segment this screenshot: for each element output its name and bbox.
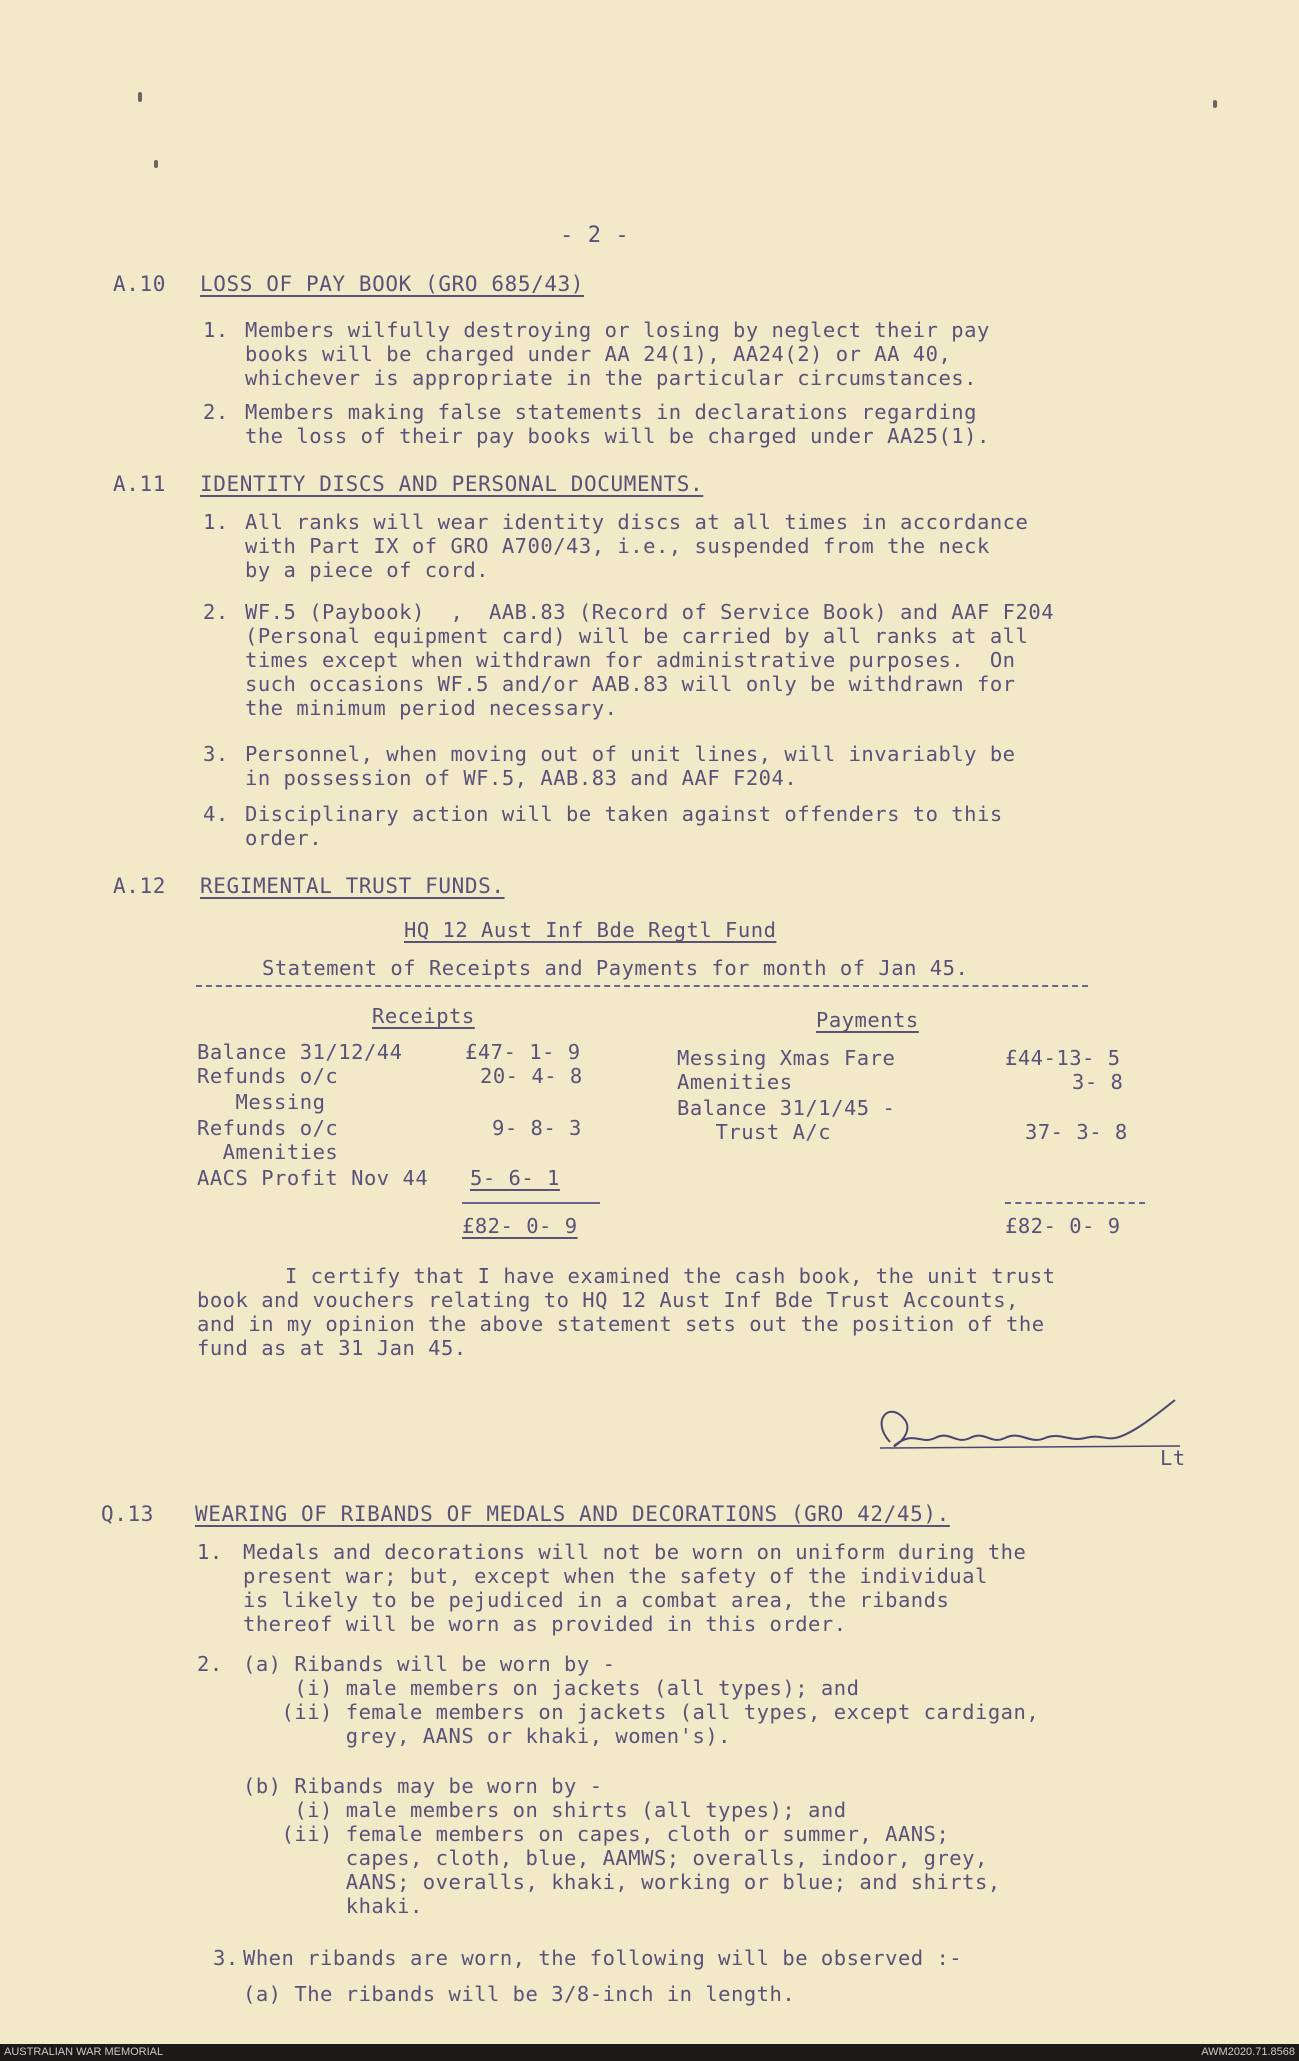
payment-label: Amenities (677, 1070, 793, 1094)
text-line: WF.5 (Paybook) , AAB.83 (Record of Service Book) and AAF F204 (245, 600, 1055, 624)
payment-amount: 3- 8 (1072, 1070, 1124, 1094)
item-number: 3. (203, 742, 229, 766)
pin-hole (154, 160, 158, 168)
payment-label: Messing Xmas Fare (677, 1046, 896, 1070)
text-line: (ii) female members on capes, cloth or summer, AANS; (243, 1822, 950, 1846)
section-heading: WEARING OF RIBANDS OF MEDALS AND DECORATIONS (GRO 42/45). (195, 1502, 950, 1526)
paragraph (245, 742, 1016, 790)
section-code: Q.13 (101, 1502, 154, 1526)
text-line: is likely to be pejudiced in a combat area, the ribands (243, 1588, 950, 1612)
text-line: the minimum period necessary. (245, 696, 618, 720)
item-number: 2. (203, 400, 229, 424)
text-line: Members wilfully destroying or losing by neglect their pay (245, 318, 990, 342)
section-heading: LOSS OF PAY BOOK (GRO 685/43) (200, 272, 585, 296)
text-line: khaki. (243, 1894, 423, 1918)
section-code: A.11 (113, 472, 166, 496)
paragraph (245, 400, 990, 448)
text-line: present war; but, except when the safety of the individual (243, 1564, 988, 1588)
text-line: Medals and decorations will not be worn on uniform during the (243, 1540, 1027, 1564)
text-line: the loss of their pay books will be charged under AA25(1). (245, 424, 990, 448)
section-heading: IDENTITY DISCS AND PERSONAL DOCUMENTS. (200, 472, 704, 496)
text-line: Personnel, when moving out of unit lines, will invariably be (245, 742, 1016, 766)
paragraph (243, 1540, 1026, 1636)
total-rule (462, 1202, 600, 1204)
text-line: such occasions WF.5 and/or AAB.83 will only be withdrawn for (245, 672, 1016, 696)
paragraph (245, 318, 990, 390)
fund-title: HQ 12 Aust Inf Bde Regtl Fund (404, 918, 777, 942)
footer-left: AUSTRALIAN WAR MEMORIAL (4, 2046, 164, 2058)
signature-rank: Lt (1160, 1446, 1186, 1470)
receipt-amount: 9- 8- 3 (492, 1116, 582, 1140)
payments-total: £82- 0- 9 (1005, 1214, 1121, 1238)
text-line: I certify that I have examined the cash book, the unit trust (285, 1264, 1056, 1288)
text-line: with Part IX of GRO A700/43, i.e., suspended from the neck (245, 534, 990, 558)
text-line: by a piece of cord. (245, 558, 489, 582)
text-line: in possession of WF.5, AAB.83 and AAF F204. (245, 766, 798, 790)
text-line: thereof will be worn as provided in this order. (243, 1612, 847, 1636)
paragraph: (a) The ribands will be 3/8-inch in length. (243, 1982, 796, 2006)
payment-amount: 37- 3- 8 (1025, 1120, 1128, 1144)
receipt-label: Balance 31/12/44 (197, 1040, 403, 1064)
total-rule (1005, 1202, 1145, 1204)
paragraph (243, 1774, 1001, 1918)
fund-subtitle: Statement of Receipts and Payments for month of Jan 45. (262, 956, 969, 980)
text-line: AANS; overalls, khaki, working or blue; and shirts, (243, 1870, 1001, 1894)
section-heading: REGIMENTAL TRUST FUNDS. (200, 874, 505, 898)
text-line: Members making false statements in declarations regarding (245, 400, 977, 424)
receipt-amount: 5- 6- 1 (470, 1166, 560, 1190)
section-code: A.12 (113, 874, 166, 898)
pin-hole (138, 92, 142, 102)
paragraph: When ribands are worn, the following will be observed :- (243, 1946, 963, 1970)
item-number: 1. (197, 1540, 223, 1564)
item-number: 2. (197, 1652, 223, 1676)
receipts-header: Receipts (372, 1004, 475, 1028)
payment-amount: £44-13- 5 (1005, 1046, 1121, 1070)
text-line: Disciplinary action will be taken against offenders to this (245, 802, 1003, 826)
text-line: (Personal equipment card) will be carried by all ranks at all (245, 624, 1029, 648)
receipt-label: Amenities (197, 1140, 339, 1164)
text-line: fund as at 31 Jan 45. (197, 1336, 467, 1360)
divider (196, 985, 1088, 987)
text-line: All ranks will wear identity discs at all times in accordance (245, 510, 1029, 534)
text-line: times except when withdrawn for administrative purposes. On (245, 648, 1016, 672)
item-number: 3. (213, 1946, 239, 1970)
receipt-label: Refunds o/c (197, 1116, 339, 1140)
text-line: order. (245, 826, 323, 850)
item-number: 1. (203, 510, 229, 534)
pin-hole (1213, 100, 1217, 108)
signature (860, 1390, 1200, 1470)
item-number: 1. (203, 318, 229, 342)
certificate (197, 1264, 1056, 1360)
text-line: whichever is appropriate in the particular circumstances. (245, 366, 977, 390)
payment-label: Balance 31/1/45 - (677, 1096, 896, 1120)
text-line: (ii) female members on jackets (all types, except cardigan, (243, 1700, 1040, 1724)
receipt-amount: 20- 4- 8 (480, 1064, 583, 1088)
item-number: 4. (203, 802, 229, 826)
text-line: books will be charged under AA 24(1), AA24(2) or AA 40, (245, 342, 952, 366)
text-line: and in my opinion the above statement sets out the position of the (197, 1312, 1045, 1336)
paragraph (245, 802, 1003, 850)
payments-header: Payments (816, 1008, 919, 1032)
item-number: 2. (203, 600, 229, 624)
text-line: (b) Ribands may be worn by - (243, 1774, 603, 1798)
receipt-label: Messing (197, 1090, 326, 1114)
receipt-label: AACS Profit Nov 44 (197, 1166, 429, 1190)
text-line: (i) male members on jackets (all types); and (243, 1676, 860, 1700)
payment-label: Trust A/c (677, 1120, 832, 1144)
receipt-amount: £47- 1- 9 (465, 1040, 581, 1064)
receipts-total: £82- 0- 9 (462, 1214, 578, 1238)
archive-footer (0, 2044, 1299, 2061)
page-number: - 2 - (560, 223, 630, 248)
text-line: (a) Ribands will be worn by - (243, 1652, 616, 1676)
text-line: capes, cloth, blue, AAMWS; overalls, indoor, grey, (243, 1846, 988, 1870)
text-line: book and vouchers relating to HQ 12 Aust Inf Bde Trust Accounts, (197, 1288, 1019, 1312)
footer-right: AWM2020.71.8568 (1201, 2046, 1295, 2058)
text-line: (i) male members on shirts (all types); and (243, 1798, 847, 1822)
paragraph (245, 510, 1028, 582)
text-line: grey, AANS or khaki, women's). (243, 1724, 731, 1748)
receipt-label: Refunds o/c (197, 1064, 339, 1088)
paragraph (243, 1652, 1039, 1748)
paragraph (245, 600, 1054, 720)
section-code: A.10 (113, 272, 166, 296)
